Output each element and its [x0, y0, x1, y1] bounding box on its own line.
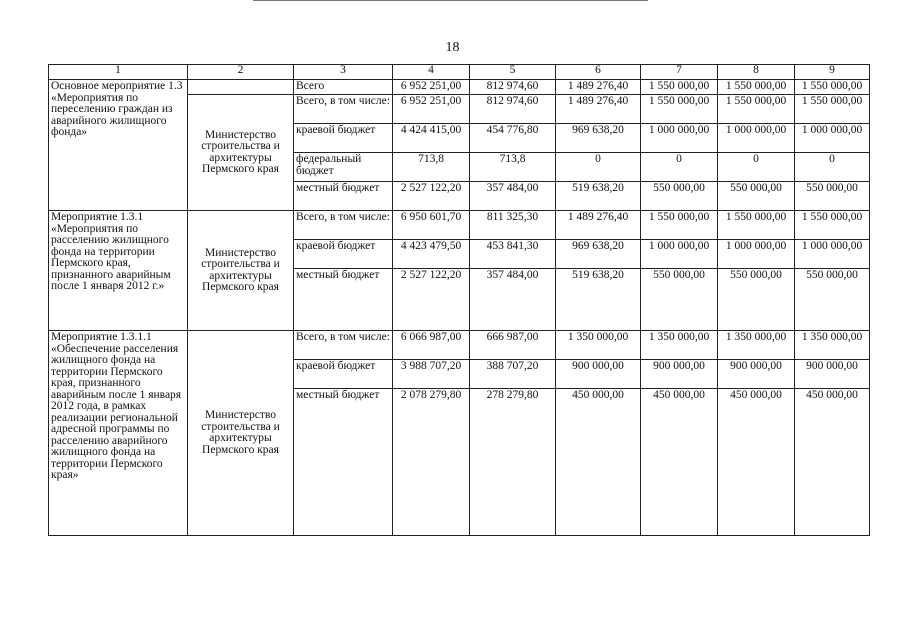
funding-label-cell: Всего, в том числе: — [294, 95, 393, 124]
amount-cell: 1 000 000,00 — [718, 240, 795, 269]
amount-cell: 1 550 000,00 — [795, 211, 870, 240]
amount-cell: 3 988 707,20 — [393, 360, 470, 389]
amount-cell: 450 000,00 — [795, 389, 870, 536]
ministry-cell: Министерство строительства и архитектуры Пермского края — [188, 331, 294, 536]
funding-label-cell: Всего — [294, 80, 393, 95]
amount-cell: 811 325,30 — [470, 211, 556, 240]
ministry-cell: Министерство строительства и архитектуры Пермского края — [188, 211, 294, 331]
amount-cell: 450 000,00 — [556, 389, 641, 536]
amount-cell: 550 000,00 — [718, 182, 795, 211]
amount-cell: 666 987,00 — [470, 331, 556, 360]
amount-cell: 969 638,20 — [556, 124, 641, 153]
amount-cell: 1 550 000,00 — [718, 211, 795, 240]
header-cell: 8 — [718, 65, 795, 80]
amount-cell: 900 000,00 — [718, 360, 795, 389]
amount-cell: 713,8 — [470, 153, 556, 182]
activity-title-cell: Основное мероприятие 1.3 «Мероприятия по переселению граждан из аварийного жилищного фонда» — [49, 80, 188, 211]
amount-cell: 550 000,00 — [718, 269, 795, 331]
amount-cell: 1 489 276,40 — [556, 80, 641, 95]
amount-cell: 1 350 000,00 — [795, 331, 870, 360]
funding-label-cell: местный бюджет — [294, 389, 393, 536]
table-row — [49, 331, 870, 360]
header-cell: 3 — [294, 65, 393, 80]
amount-cell: 6 950 601,70 — [393, 211, 470, 240]
amount-cell: 812 974,60 — [470, 95, 556, 124]
amount-cell: 519 638,20 — [556, 269, 641, 331]
amount-cell: 1 489 276,40 — [556, 211, 641, 240]
amount-cell: 812 974,60 — [470, 80, 556, 95]
funding-label-cell: краевой бюджет — [294, 360, 393, 389]
activity-title-cell: Мероприятие 1.3.1.1 «Обеспечение расселения жилищного фонда на территории Пермского края, признанного аварийным после 1 января 2012 года, в рамках реализации региональной адресной программы по расселению аварийного жилищного фонда на территории Пермского края» — [49, 331, 188, 536]
amount-cell: 357 484,00 — [470, 269, 556, 331]
amount-cell: 713,8 — [393, 153, 470, 182]
amount-cell: 1 350 000,00 — [718, 331, 795, 360]
amount-cell: 1 550 000,00 — [641, 95, 718, 124]
amount-cell: 1 550 000,00 — [718, 95, 795, 124]
amount-cell: 1 000 000,00 — [641, 240, 718, 269]
funding-label-cell: краевой бюджет — [294, 240, 393, 269]
amount-cell: 969 638,20 — [556, 240, 641, 269]
header-cell: 7 — [641, 65, 718, 80]
header-cell: 6 — [556, 65, 641, 80]
amount-cell: 1 550 000,00 — [641, 80, 718, 95]
amount-cell: 0 — [641, 153, 718, 182]
funding-label-cell: Всего, в том числе: — [294, 331, 393, 360]
amount-cell: 1 489 276,40 — [556, 95, 641, 124]
amount-cell: 2 078 279,80 — [393, 389, 470, 536]
amount-cell: 900 000,00 — [795, 360, 870, 389]
amount-cell: 4 424 415,00 — [393, 124, 470, 153]
amount-cell: 1 000 000,00 — [795, 240, 870, 269]
header-cell: 9 — [795, 65, 870, 80]
amount-cell: 450 000,00 — [718, 389, 795, 536]
ministry-blank-cell — [188, 80, 294, 95]
amount-cell: 450 000,00 — [641, 389, 718, 536]
table-row — [49, 80, 870, 95]
amount-cell: 388 707,20 — [470, 360, 556, 389]
funding-label-cell: краевой бюджет — [294, 124, 393, 153]
amount-cell: 1 000 000,00 — [641, 124, 718, 153]
funding-label-cell: местный бюджет — [294, 182, 393, 211]
amount-cell: 1 550 000,00 — [795, 95, 870, 124]
amount-cell: 550 000,00 — [795, 182, 870, 211]
funding-label-cell: Всего, в том числе: — [294, 211, 393, 240]
amount-cell: 550 000,00 — [641, 269, 718, 331]
header-cell: 1 — [49, 65, 188, 80]
amount-cell: 900 000,00 — [641, 360, 718, 389]
amount-cell: 357 484,00 — [470, 182, 556, 211]
amount-cell: 1 550 000,00 — [641, 211, 718, 240]
column-number-header-row — [49, 65, 870, 80]
amount-cell: 2 527 122,20 — [393, 269, 470, 331]
table-row — [49, 211, 870, 240]
amount-cell: 0 — [718, 153, 795, 182]
page-top-border — [253, 0, 648, 1]
amount-cell: 900 000,00 — [556, 360, 641, 389]
funding-label-cell: федеральный бюджет — [294, 153, 393, 182]
ministry-cell: Министерство строительства и архитектуры Пермского края — [188, 95, 294, 211]
amount-cell: 1 550 000,00 — [795, 80, 870, 95]
amount-cell: 6 952 251,00 — [393, 80, 470, 95]
amount-cell: 1 350 000,00 — [556, 331, 641, 360]
amount-cell: 519 638,20 — [556, 182, 641, 211]
funding-label-cell: местный бюджет — [294, 269, 393, 331]
amount-cell: 0 — [556, 153, 641, 182]
amount-cell: 2 527 122,20 — [393, 182, 470, 211]
amount-cell: 6 952 251,00 — [393, 95, 470, 124]
header-cell: 4 — [393, 65, 470, 80]
amount-cell: 1 550 000,00 — [718, 80, 795, 95]
budget-table — [48, 64, 870, 536]
amount-cell: 550 000,00 — [795, 269, 870, 331]
amount-cell: 0 — [795, 153, 870, 182]
activity-title-cell: Мероприятие 1.3.1 «Мероприятия по расселению жилищного фонда на территории Пермского края, признанного аварийным после 1 января 2012 г.» — [49, 211, 188, 331]
amount-cell: 453 841,30 — [470, 240, 556, 269]
header-cell: 2 — [188, 65, 294, 80]
amount-cell: 550 000,00 — [641, 182, 718, 211]
amount-cell: 4 423 479,50 — [393, 240, 470, 269]
page-number: 18 — [445, 40, 460, 55]
amount-cell: 454 776,80 — [470, 124, 556, 153]
amount-cell: 1 350 000,00 — [641, 331, 718, 360]
header-cell: 5 — [470, 65, 556, 80]
amount-cell: 1 000 000,00 — [718, 124, 795, 153]
amount-cell: 1 000 000,00 — [795, 124, 870, 153]
amount-cell: 278 279,80 — [470, 389, 556, 536]
amount-cell: 6 066 987,00 — [393, 331, 470, 360]
